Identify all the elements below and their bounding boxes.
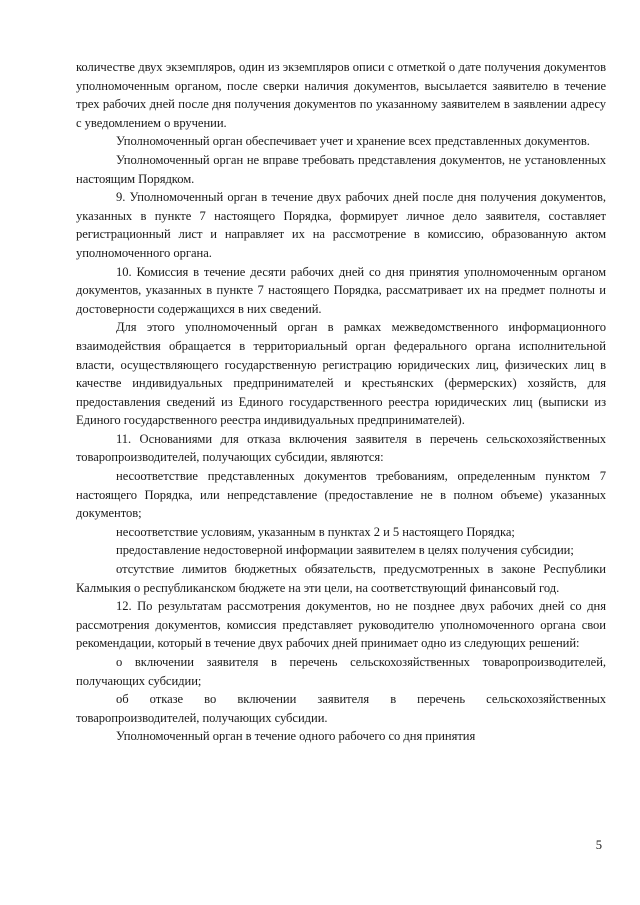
paragraph: отсутствие лимитов бюджетных обязательств, предусмотренных в законе Республики Калмыкия о республиканском бюджете на эти цели, на соответствующий финансовый год. <box>76 562 606 595</box>
paragraph: предоставление недостоверной информации заявителем в целях получения субсидии; <box>116 543 574 558</box>
paragraph: количестве двух экземпляров, один из экземпляров описи с отметкой о дате получения документов уполномоченным органом, после сверки наличия документов, высылается заявителю в течение трех рабочих дней после дня получения документов по указанному заявителем в заявлении адресу с уведомлением о вручении. <box>76 60 606 130</box>
page-number: 5 <box>595 838 602 852</box>
paragraph: о включении заявителя в перечень сельскохозяйственных товаропроизводителей, получающих субсидии; <box>76 655 606 688</box>
paragraph: 9. Уполномоченный орган в течение двух рабочих дней после дня получения документов, указанных в пункте 7 настоящего Порядка, формирует личное дело заявителя, составляет регистрационный лист и направляет их на рассмотрение в комиссию, образованную актом уполномоченного органа. <box>76 190 606 260</box>
paragraph: несоответствие условиям, указанным в пунктах 2 и 5 настоящего Порядка; <box>116 524 515 539</box>
paragraph: несоответствие представленных документов требованиям, определенным пунктом 7 настоящего Порядка, или непредставление (предоставление не в полном объеме) указанных документов; <box>76 469 606 521</box>
paragraph: Уполномоченный орган обеспечивает учет и хранение всех представленных документов. <box>116 134 590 149</box>
paragraph: об отказе во включении заявителя в перечень сельскохозяйственных товаропроизводителей, получающих субсидии. <box>76 692 606 725</box>
paragraph: 10. Комиссия в течение десяти рабочих дней со дня принятия уполномоченным органом документов, указанных в пункте 7 настоящего Порядка, рассматривает их на предмет полноты и достоверности содержащихся в них сведений. <box>76 264 606 316</box>
body-text <box>76 58 606 746</box>
paragraph: Для этого уполномоченный орган в рамках межведомственного информационного взаимодействия обращается в территориальный орган федерального органа исполнительной власти, осуществляющего государственную регистрацию юридических лиц, физических лиц в качестве индивидуальных предпринимателей и крестьянских (фермерских) хозяйств, для предоставления сведений из Единого государственного реестра юридических лиц (выписки из Единого государственного реестра индивидуальных предпринимателей). <box>76 320 606 428</box>
paragraph: 11. Основаниями для отказа включения заявителя в перечень сельскохозяйственных товаропроизводителей, получающих субсидии, являются: <box>76 431 606 465</box>
paragraph: Уполномоченный орган не вправе требовать представления документов, не установленных настоящим Порядком. <box>76 152 606 186</box>
paragraph: Уполномоченный орган в течение одного рабочего со дня принятия <box>116 729 476 744</box>
paragraph: 12. По результатам рассмотрения документов, но не позднее двух рабочих дней со дня рассмотрения документов, комиссия представляет руководителю уполномоченного органа свои рекомендации, который в течение двух рабочих дней принимает одно из следующих решений: <box>76 599 606 651</box>
